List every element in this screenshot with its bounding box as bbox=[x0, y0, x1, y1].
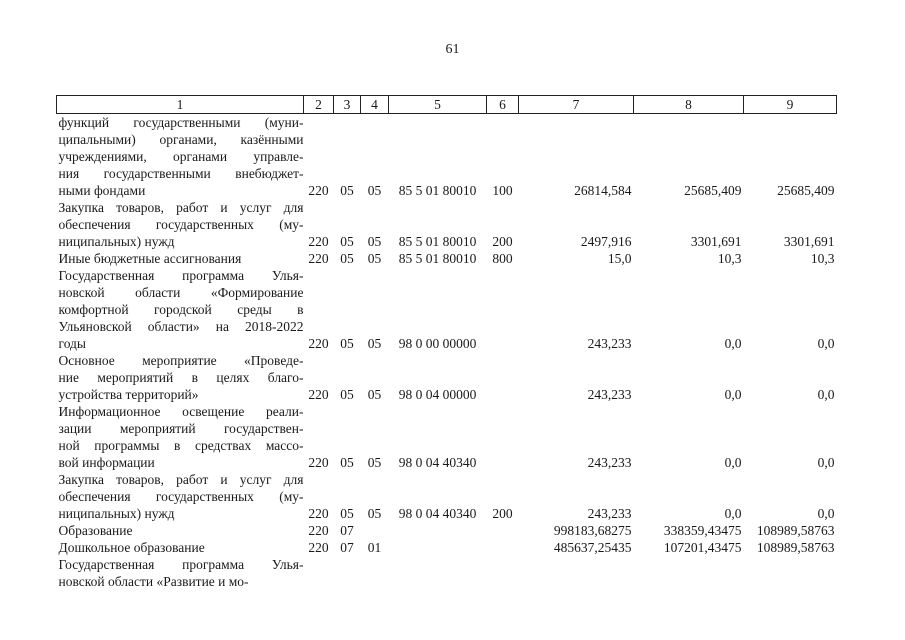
row-name bbox=[57, 539, 304, 556]
cell-col-7: 485637,25435 bbox=[553, 540, 632, 555]
row-name-line: ние мероприятий в целях благо- bbox=[58, 370, 304, 385]
cell-col-2: 220 bbox=[308, 540, 329, 555]
row-name bbox=[57, 522, 304, 539]
cell-col-2: 220 bbox=[308, 455, 329, 470]
column-header-9: 9 bbox=[744, 96, 837, 114]
row-name-line: функций государственными (муни- bbox=[58, 115, 304, 130]
row-name-line: годы bbox=[58, 336, 87, 351]
row-name-line: комфортной городской среды в bbox=[58, 302, 304, 317]
column-header-2: 2 bbox=[304, 96, 334, 114]
cell-col-6: 800 bbox=[492, 251, 513, 266]
cell-col-9: 0,0 bbox=[817, 336, 835, 351]
cell-col-4: 05 bbox=[367, 455, 382, 470]
cell-col-3: 05 bbox=[340, 183, 354, 198]
cell-col-6: 100 bbox=[492, 183, 513, 198]
cell-col-6: 200 bbox=[492, 234, 513, 249]
cell-col-6: 200 bbox=[492, 506, 513, 521]
row-name bbox=[57, 403, 304, 471]
cell-col-7 bbox=[519, 556, 634, 590]
row-name bbox=[57, 471, 304, 522]
cell-col-5: 98 0 04 00000 bbox=[398, 387, 477, 402]
cell-col-3: 05 bbox=[340, 251, 354, 266]
cell-col-8: 25685,409 bbox=[684, 183, 742, 198]
table-row bbox=[57, 352, 837, 403]
cell-col-8: 0,0 bbox=[724, 336, 742, 351]
cell-col-9: 108989,58763 bbox=[756, 523, 835, 538]
row-name-line: новской области «Развитие и мо- bbox=[58, 574, 249, 589]
cell-col-4: 05 bbox=[367, 387, 382, 402]
cell-col-4 bbox=[361, 522, 389, 539]
cell-col-3: 07 bbox=[340, 540, 354, 555]
row-name-line: обеспечения государственных (му- bbox=[58, 489, 304, 504]
cell-col-6 bbox=[487, 403, 519, 471]
cell-col-3: 05 bbox=[340, 387, 354, 402]
cell-col-2: 220 bbox=[308, 336, 329, 351]
row-name bbox=[57, 250, 304, 267]
cell-col-3: 05 bbox=[340, 506, 354, 521]
column-header-7: 7 bbox=[519, 96, 634, 114]
cell-col-7: 15,0 bbox=[607, 251, 632, 266]
cell-col-5 bbox=[389, 556, 487, 590]
cell-col-5: 98 0 04 40340 bbox=[398, 455, 477, 470]
cell-col-2: 220 bbox=[308, 387, 329, 402]
cell-col-9: 108989,58763 bbox=[756, 540, 835, 555]
cell-col-3 bbox=[334, 556, 361, 590]
cell-col-7: 2497,916 bbox=[580, 234, 632, 249]
row-name-line: ния государственными внебюджет- bbox=[58, 166, 304, 181]
table-row bbox=[57, 267, 837, 352]
row-name-line: ной программы в средствах массо- bbox=[58, 438, 304, 453]
cell-col-3: 05 bbox=[340, 455, 354, 470]
row-name bbox=[57, 556, 304, 590]
cell-col-6 bbox=[487, 352, 519, 403]
cell-col-5: 85 5 01 80010 bbox=[398, 183, 477, 198]
cell-col-7: 243,233 bbox=[587, 506, 632, 521]
cell-col-8: 338359,43475 bbox=[663, 523, 742, 538]
cell-col-6 bbox=[487, 539, 519, 556]
row-name-line: вой информации bbox=[58, 455, 155, 470]
table-row bbox=[57, 114, 837, 200]
cell-col-2: 220 bbox=[308, 523, 329, 538]
row-name-line: ными фондами bbox=[58, 183, 146, 198]
cell-col-6 bbox=[487, 556, 519, 590]
cell-col-4 bbox=[361, 556, 389, 590]
page-number: 61 bbox=[445, 42, 460, 57]
row-name-line: Информационное освещение реали- bbox=[58, 404, 304, 419]
cell-col-5: 85 5 01 80010 bbox=[398, 251, 477, 266]
row-name-line: Образование bbox=[58, 523, 133, 538]
cell-col-6 bbox=[487, 267, 519, 352]
cell-col-4: 05 bbox=[367, 183, 382, 198]
cell-col-8 bbox=[634, 556, 744, 590]
cell-col-9: 0,0 bbox=[817, 506, 835, 521]
column-header-6: 6 bbox=[487, 96, 519, 114]
cell-col-6 bbox=[487, 522, 519, 539]
row-name-line: Закупка товаров, работ и услуг для bbox=[58, 472, 304, 487]
row-name bbox=[57, 114, 304, 200]
cell-col-8: 0,0 bbox=[724, 455, 742, 470]
row-name bbox=[57, 199, 304, 250]
table-body bbox=[57, 114, 837, 591]
cell-col-4: 05 bbox=[367, 234, 382, 249]
cell-col-7: 243,233 bbox=[587, 455, 632, 470]
cell-col-8: 10,3 bbox=[717, 251, 742, 266]
cell-col-9: 3301,691 bbox=[783, 234, 835, 249]
cell-col-7: 243,233 bbox=[587, 336, 632, 351]
row-name-line: устройства территорий» bbox=[58, 387, 199, 402]
cell-col-3: 05 bbox=[340, 336, 354, 351]
column-header-5: 5 bbox=[389, 96, 487, 114]
cell-col-4: 05 bbox=[367, 251, 382, 266]
cell-col-2: 220 bbox=[308, 183, 329, 198]
cell-col-9: 25685,409 bbox=[777, 183, 835, 198]
cell-col-2: 220 bbox=[308, 251, 329, 266]
row-name-line: ципальными) органами, казёнными bbox=[58, 132, 304, 147]
row-name bbox=[57, 352, 304, 403]
cell-col-9: 0,0 bbox=[817, 387, 835, 402]
row-name-line: новской области «Формирование bbox=[58, 285, 304, 300]
cell-col-5 bbox=[389, 522, 487, 539]
column-header-8: 8 bbox=[634, 96, 744, 114]
cell-col-9 bbox=[744, 556, 837, 590]
row-name-line: учреждениями, органами управле- bbox=[58, 149, 304, 164]
row-name-line: Закупка товаров, работ и услуг для bbox=[58, 200, 304, 215]
cell-col-8: 0,0 bbox=[724, 506, 742, 521]
cell-col-9: 10,3 bbox=[810, 251, 835, 266]
row-name-line: обеспечения государственных (му- bbox=[58, 217, 304, 232]
cell-col-4: 01 bbox=[367, 540, 382, 555]
cell-col-8: 107201,43475 bbox=[663, 540, 742, 555]
table-row bbox=[57, 471, 837, 522]
cell-col-7: 998183,68275 bbox=[553, 523, 632, 538]
table-row bbox=[57, 403, 837, 471]
table-row bbox=[57, 556, 837, 590]
cell-col-5 bbox=[389, 539, 487, 556]
cell-col-8: 3301,691 bbox=[690, 234, 742, 249]
cell-col-7: 243,233 bbox=[587, 387, 632, 402]
table-row bbox=[57, 539, 837, 556]
cell-col-5: 98 0 00 00000 bbox=[398, 336, 477, 351]
row-name-line: зации мероприятий государствен- bbox=[58, 421, 304, 436]
cell-col-2 bbox=[304, 556, 334, 590]
row-name bbox=[57, 267, 304, 352]
cell-col-4: 05 bbox=[367, 336, 382, 351]
row-name-line: Ульяновской области» на 2018-2022 bbox=[58, 319, 304, 334]
column-header-4: 4 bbox=[361, 96, 389, 114]
cell-col-5: 85 5 01 80010 bbox=[398, 234, 477, 249]
table-row bbox=[57, 522, 837, 539]
cell-col-7: 26814,584 bbox=[574, 183, 632, 198]
cell-col-3: 07 bbox=[340, 523, 354, 538]
cell-col-5: 98 0 04 40340 bbox=[398, 506, 477, 521]
row-name-line: Основное мероприятие «Проведе- bbox=[58, 353, 304, 368]
cell-col-2: 220 bbox=[308, 506, 329, 521]
row-name-line: Государственная программа Улья- bbox=[58, 557, 304, 572]
row-name-line: ниципальных) нужд bbox=[58, 506, 175, 521]
table-row bbox=[57, 199, 837, 250]
row-name-line: Государственная программа Улья- bbox=[58, 268, 304, 283]
table-row bbox=[57, 250, 837, 267]
cell-col-9: 0,0 bbox=[817, 455, 835, 470]
cell-col-8: 0,0 bbox=[724, 387, 742, 402]
row-name-line: Иные бюджетные ассигнования bbox=[58, 251, 242, 266]
cell-col-4: 05 bbox=[367, 506, 382, 521]
column-header-3: 3 bbox=[334, 96, 361, 114]
cell-col-2: 220 bbox=[308, 234, 329, 249]
cell-col-3: 05 bbox=[340, 234, 354, 249]
table-header bbox=[57, 96, 837, 114]
row-name-line: Дошкольное образование bbox=[58, 540, 205, 555]
column-header-1: 1 bbox=[57, 96, 304, 114]
budget-table bbox=[56, 95, 837, 590]
row-name-line: ниципальных) нужд bbox=[58, 234, 175, 249]
header-row bbox=[57, 96, 837, 114]
